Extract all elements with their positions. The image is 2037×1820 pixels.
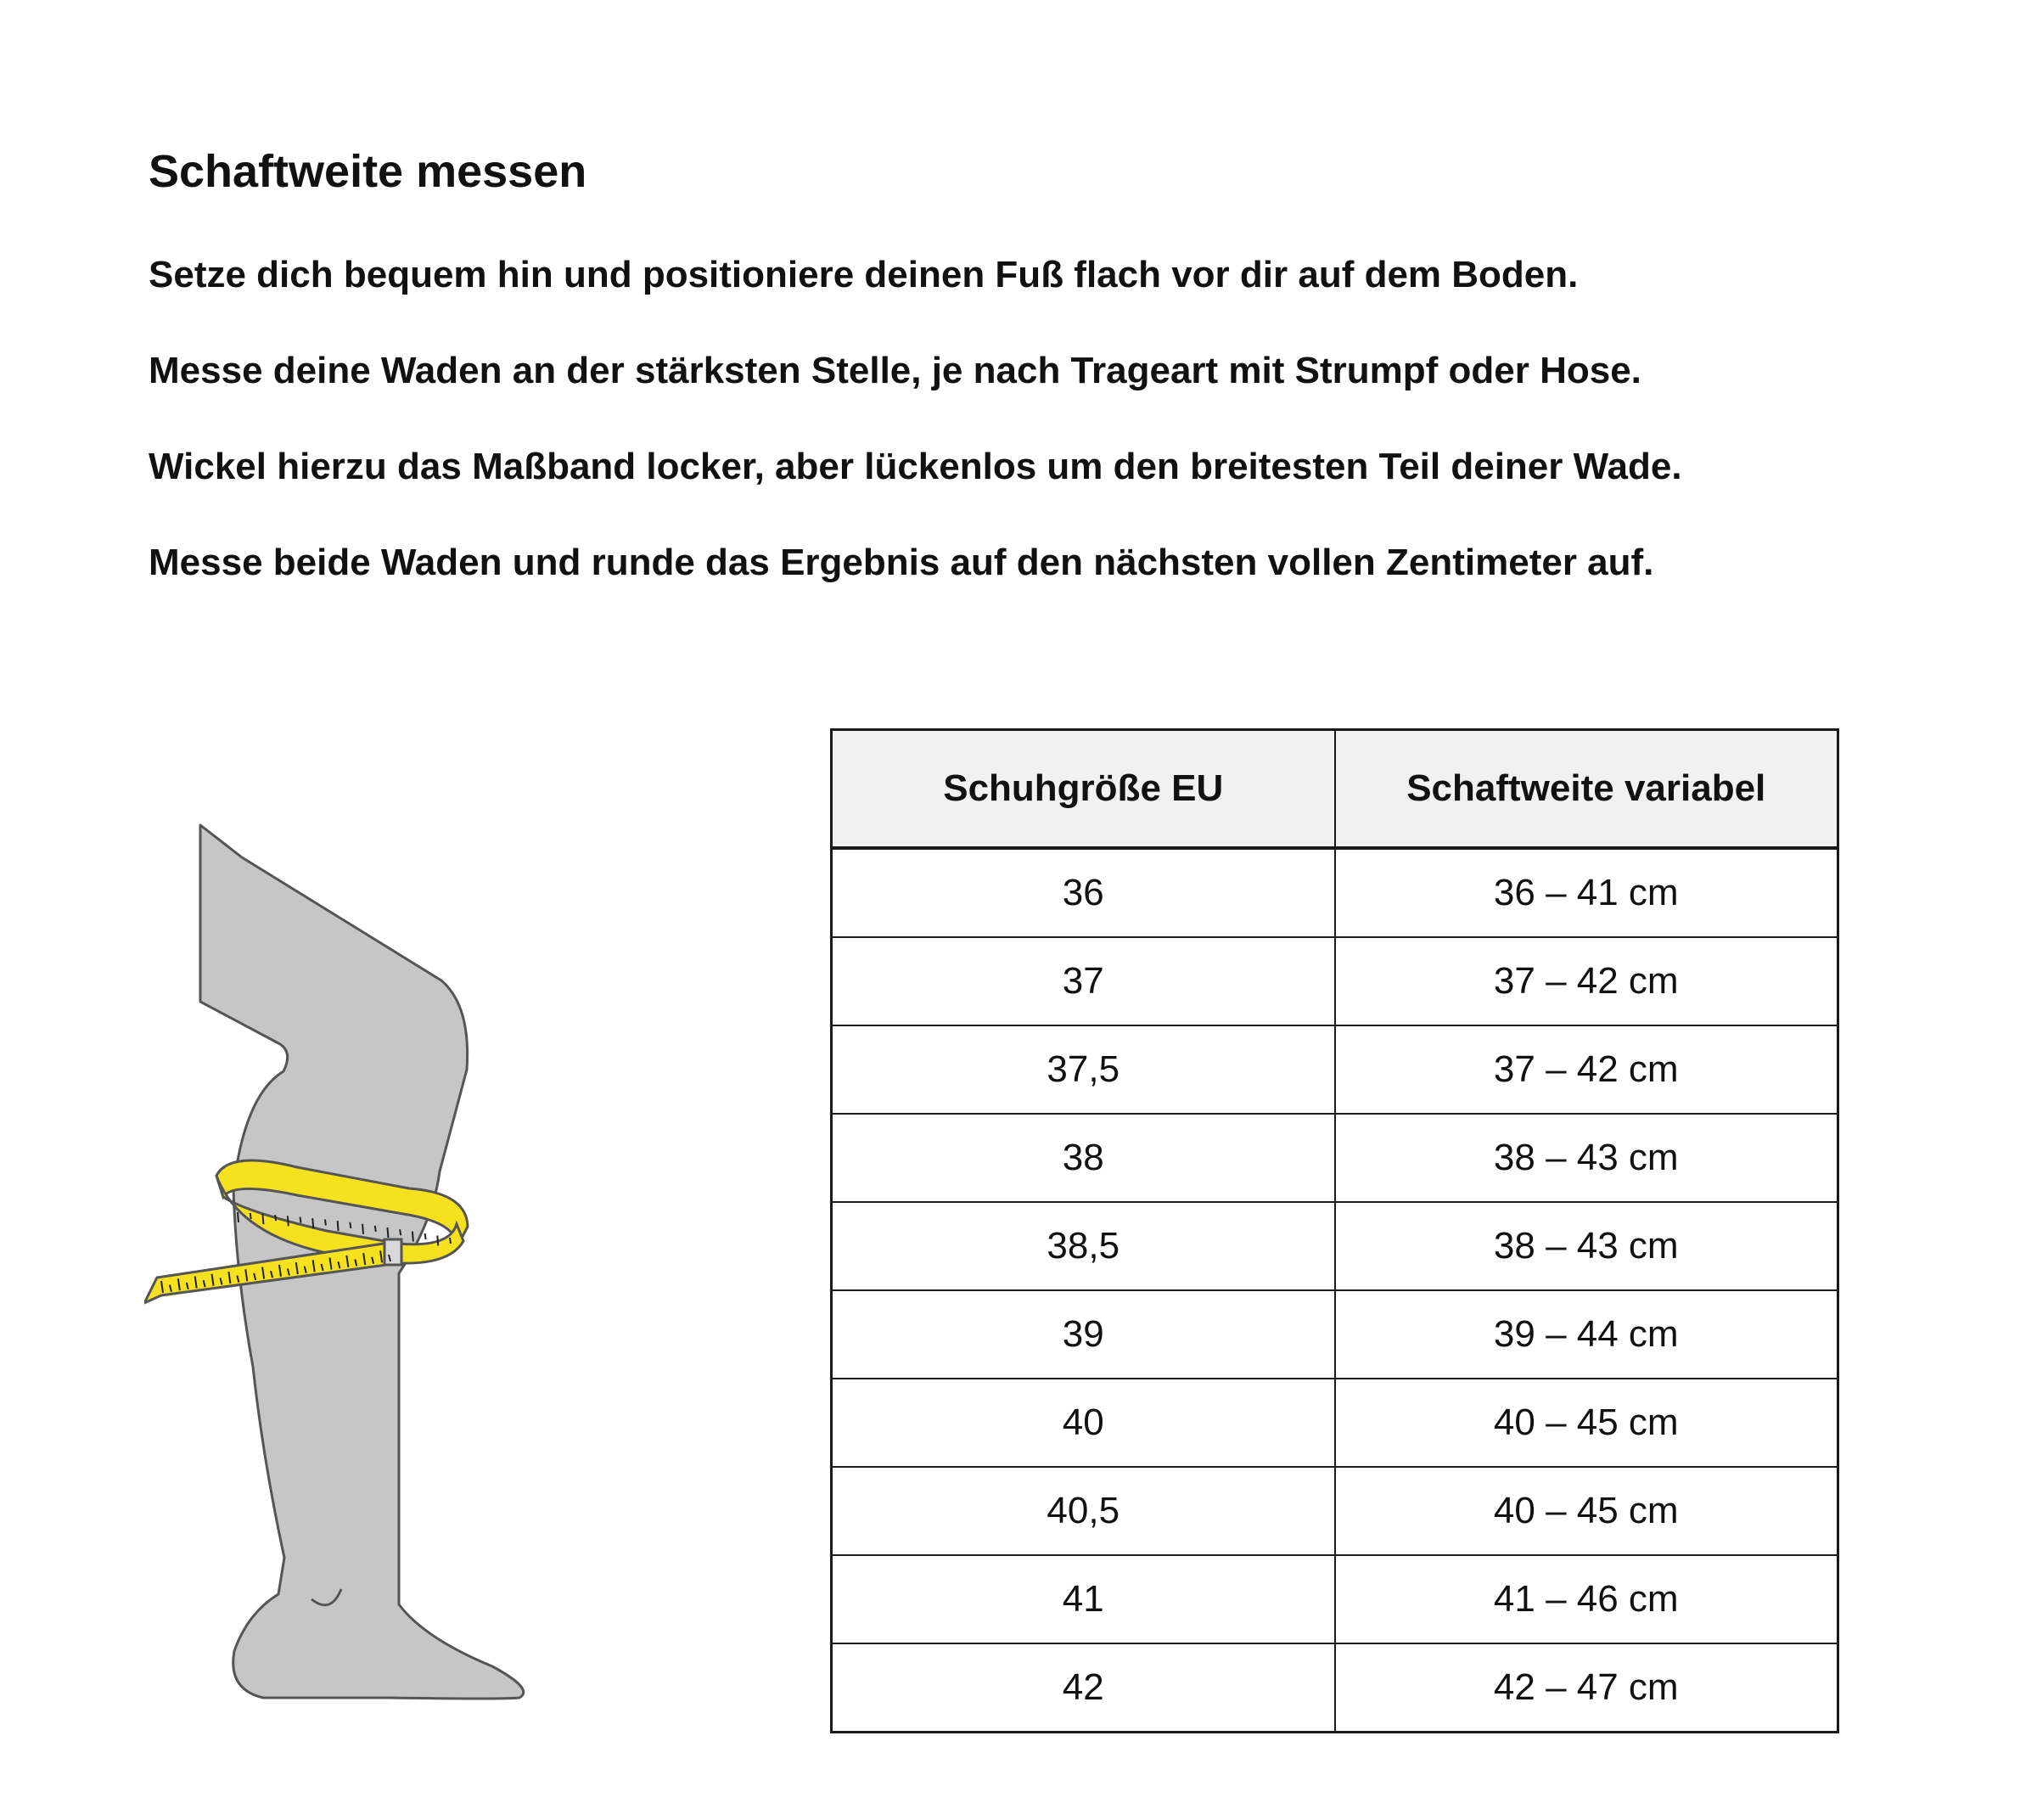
table-row (832, 1202, 1838, 1290)
table-row (832, 1643, 1838, 1733)
shaft-width-cell: 37 – 42 cm (1335, 1025, 1838, 1114)
leg-measuring-illustration (144, 815, 654, 1715)
instruction-step: Messe beide Waden und runde das Ergebnis auf den nächsten vollen Zentimeter auf. (149, 542, 1654, 583)
shaft-width-cell: 42 – 47 cm (1335, 1643, 1838, 1733)
shoe-size-cell: 36 (1062, 872, 1104, 913)
shoe-size-cell: 37 (832, 937, 1335, 1025)
size-table (830, 728, 1839, 1733)
shoe-size-cell: 40,5 (832, 1467, 1335, 1555)
table-row (832, 1555, 1838, 1643)
instruction-step: Setze dich bequem hin und positioniere deinen Fuß flach vor dir auf dem Boden. (149, 254, 1579, 295)
column-header-shaft-width: Schaftweite variabel (1335, 730, 1838, 849)
table-row (832, 1379, 1838, 1467)
shoe-size-cell: 41 (832, 1555, 1335, 1643)
shaft-width-cell: 37 – 42 cm (1335, 937, 1838, 1025)
shaft-width-cell: 41 – 46 cm (1335, 1555, 1838, 1643)
table-header-row (832, 730, 1838, 849)
table-row (832, 937, 1838, 1025)
page-title: Schaftweite messen (149, 146, 587, 197)
shoe-size-cell: 37,5 (832, 1025, 1335, 1114)
shaft-width-cell: 38 – 43 cm (1335, 1114, 1838, 1202)
column-header-shoe-size: Schuhgröße EU (832, 730, 1335, 849)
shaft-width-cell: 39 – 44 cm (1335, 1290, 1838, 1379)
shaft-width-cell: 36 – 41 cm (1335, 848, 1838, 937)
shaft-width-cell: 40 – 45 cm (1335, 1467, 1838, 1555)
shoe-size-cell: 38,5 (832, 1202, 1335, 1290)
shoe-size-cell: 38 (832, 1114, 1335, 1202)
instruction-step: Messe deine Waden an der stärksten Stelle, je nach Trageart mit Strumpf oder Hose. (149, 350, 1641, 391)
shaft-width-cell: 38 – 43 cm (1335, 1202, 1838, 1290)
shaft-width-cell: 40 – 45 cm (1335, 1379, 1838, 1467)
shoe-size-cell: 40 (832, 1379, 1335, 1467)
table-row (832, 1114, 1838, 1202)
shoe-size-cell: 42 (832, 1643, 1335, 1733)
shoe-size-cell: 39 (832, 1290, 1335, 1379)
table-row (832, 1290, 1838, 1379)
instruction-step: Wickel hierzu das Maßband locker, aber lückenlos um den breitesten Teil deiner Wade. (149, 446, 1682, 487)
tape-buckle-icon (384, 1239, 401, 1265)
table-row (832, 1467, 1838, 1555)
table-row (832, 848, 1838, 937)
table-row (832, 1025, 1838, 1114)
